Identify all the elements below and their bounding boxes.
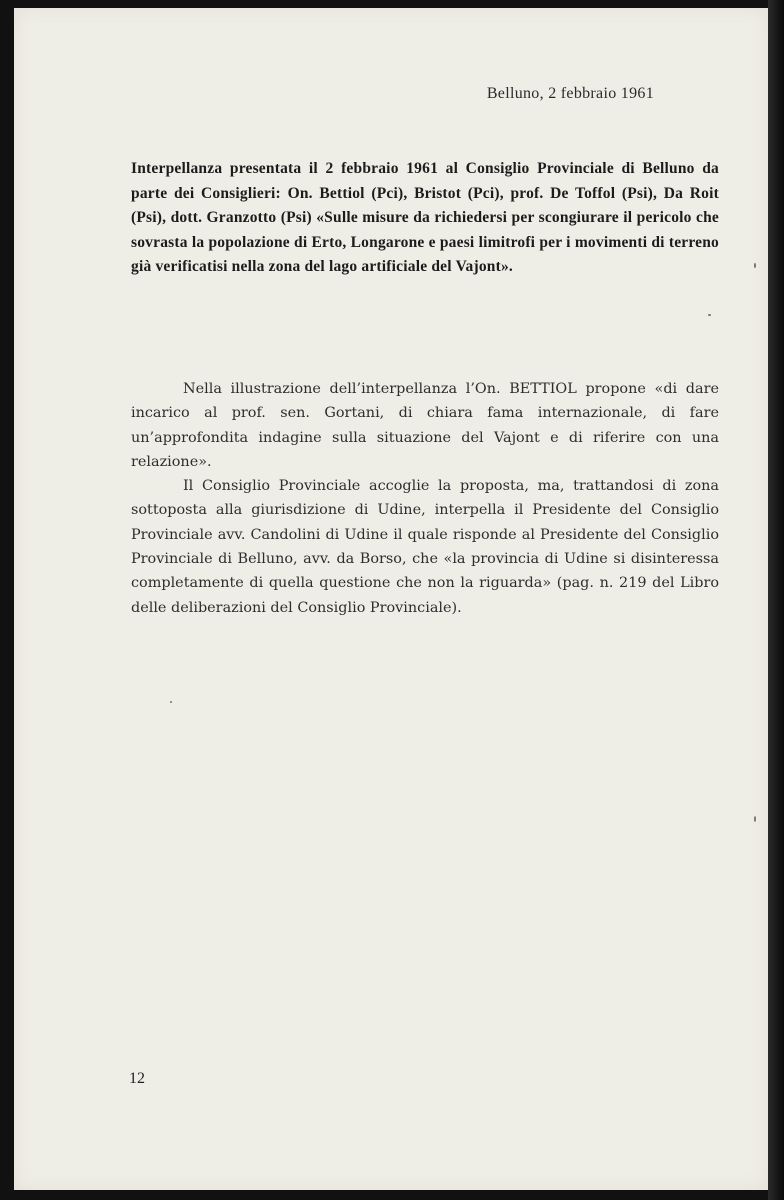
- page-edge-shadow: [768, 0, 784, 1200]
- body-text: [131, 377, 719, 620]
- book-page: [14, 8, 768, 1190]
- paragraph-response: Il Consiglio Provinciale accoglie la proposta, ma, trattandosi di zona sottoposta alla giurisdizione di Udine, interpella il Presidente del Consiglio Provinciale avv. Candolini di Udine il quale risponde al Presidente del Consiglio Provinciale di Belluno, avv. da Borso, che «la provincia di Udine si disinteressa completamente di quella questione che non la riguarda» (pag. n. 219 del Libro delle deliberazioni del Consiglio Provinciale).: [131, 478, 719, 616]
- paper-speck: [708, 314, 711, 316]
- paper-speck: [754, 816, 756, 822]
- paragraph-proposal: Nella illustrazione dell’interpellanza l’On. BETTIOL propone «di dare incarico al prof. sen. Gortani, di chiara fama internazionale, di fare un’approfondita indagine sulla situazione del Vajont e di riferire con una relazione».: [131, 381, 719, 470]
- interpellation-heading: Interpellanza presentata il 2 febbraio 1961 al Consiglio Provinciale di Belluno da parte dei Consiglieri: On. Bettiol (Pci), Bristot (Pci), prof. De Toffol (Psi), Da Roit (Psi), dott. Granzotto (Psi) «Sulle misure da richiedersi per scongiurare il pericolo che sovrasta la popolazione di Erto, Longarone e paesi limitrofi per i movimenti di terreno già verificatisi nella zona del lago artificiale del Vajont».: [131, 160, 719, 276]
- paper-speck: [754, 263, 756, 268]
- date-line: Belluno, 2 febbraio 1961: [486, 85, 654, 102]
- paper-speck: [170, 701, 172, 703]
- page-number: 12: [129, 1070, 145, 1087]
